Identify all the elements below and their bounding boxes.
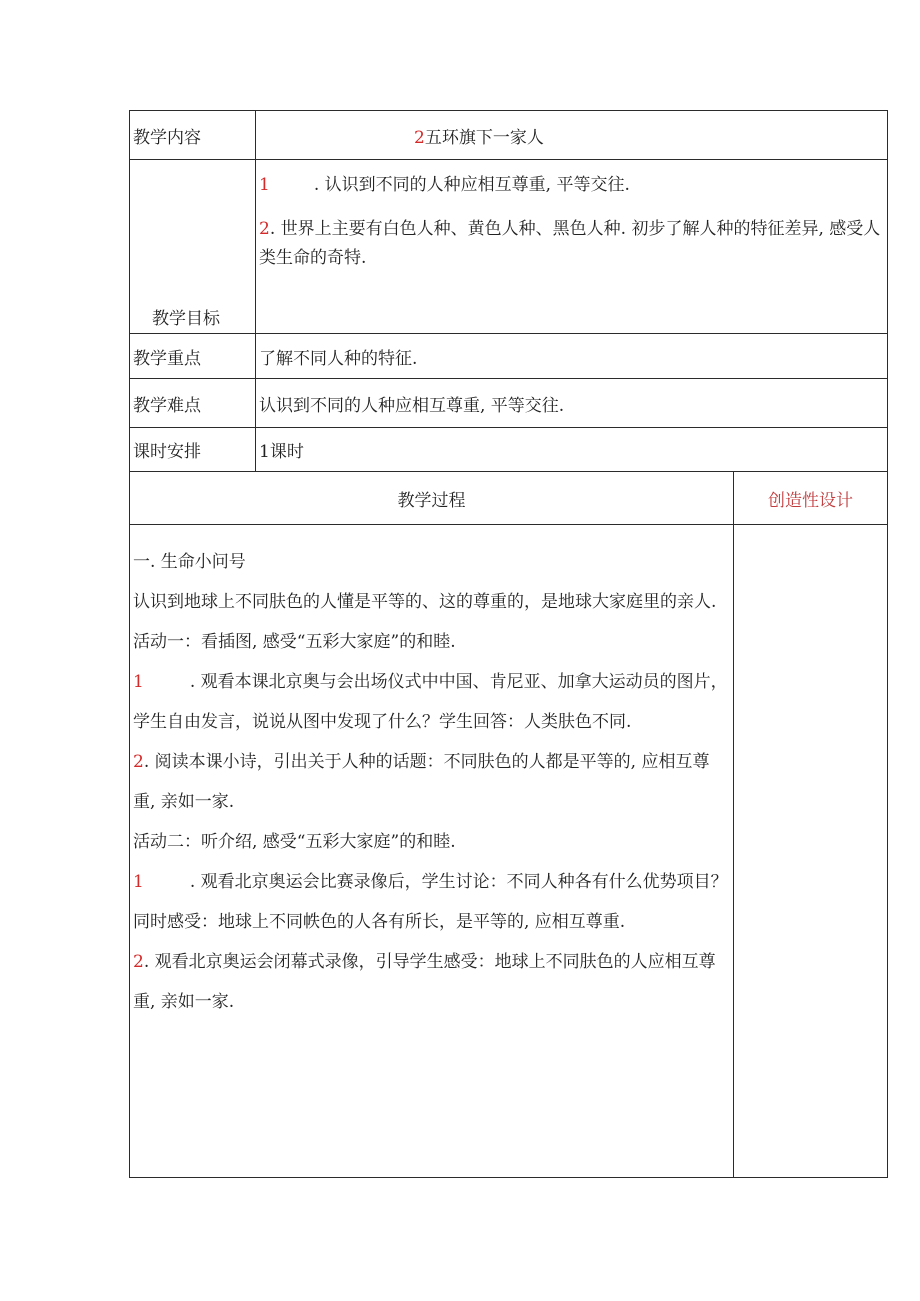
creative-design-cell	[734, 525, 888, 1178]
process-body-row	[130, 525, 888, 1178]
process-content	[130, 525, 734, 1178]
process-header: 教学过程	[130, 472, 734, 525]
lesson-title-number: 2	[414, 127, 425, 148]
activity-heading: 活动一：看插图, 感受“五彩大家庭”的和睦.	[133, 632, 456, 652]
key-point-row	[130, 334, 888, 379]
activity-item: 2. 阅读本课小诗，引出关于人种的话题：不同肤色的人都是平等的, 应相互尊重, 亲如一家.	[133, 752, 710, 812]
schedule-row	[130, 428, 888, 472]
objectives-label: 教学目标	[130, 160, 256, 334]
key-point-label: 教学重点	[130, 334, 256, 379]
activity-item: 1 . 观看本课北京奥与会出场仪式中中国、肯尼亚、加拿大运动员的图片，学生自由发言，说说从图中发现了什么？学生回答：人类肤色不同.	[133, 672, 728, 732]
lesson-title-text: 五环旗下一家人	[424, 127, 544, 148]
objective-item: 1 . 认识到不同的人种应相互尊重, 平等交往.	[259, 175, 630, 195]
objective-number: 2	[259, 219, 270, 239]
schedule-text: 1课时	[256, 428, 888, 472]
objective-item: 2. 世界上主要有白色人种、黄色人种、黑色人种. 初步了解人种的特征差异, 感受人类生命的奇特.	[259, 219, 881, 268]
schedule-label: 课时安排	[130, 428, 256, 472]
activity-item: 1 . 观看北京奥运会比赛录像后，学生讨论：不同人种各有什么优势项目？同时感受：地球上不同帙色的人各有所长，是平等的, 应相互尊重.	[133, 872, 728, 932]
objectives-content	[256, 160, 888, 334]
intro-paragraph: 认识到地球上不同肤色的人懂是平等的、这的尊重的，是地球大家庭里的亲人.	[133, 592, 717, 612]
activity-heading: 活动二：听介绍, 感受“五彩大家庭”的和睦.	[133, 832, 456, 852]
content-label: 教学内容	[130, 111, 256, 160]
content-row	[130, 111, 888, 160]
key-point-text: 了解不同人种的特征.	[256, 334, 888, 379]
lesson-plan-table	[129, 110, 888, 1178]
activity-item: 2. 观看北京奥运会闭幕式录像，引导学生感受：地球上不同肤色的人应相互尊重, 亲如一家.	[133, 952, 716, 1012]
lesson-title	[256, 111, 888, 160]
process-header-row	[130, 472, 888, 525]
difficulty-label: 教学难点	[130, 379, 256, 428]
objective-number: 1	[259, 175, 270, 195]
creative-design-header: 创造性设计	[734, 472, 888, 525]
difficulty-row	[130, 379, 888, 428]
section-heading: 一. 生命小问号	[133, 552, 246, 572]
objectives-row	[130, 160, 888, 334]
difficulty-text: 认识到不同的人种应相互尊重, 平等交往.	[256, 379, 888, 428]
